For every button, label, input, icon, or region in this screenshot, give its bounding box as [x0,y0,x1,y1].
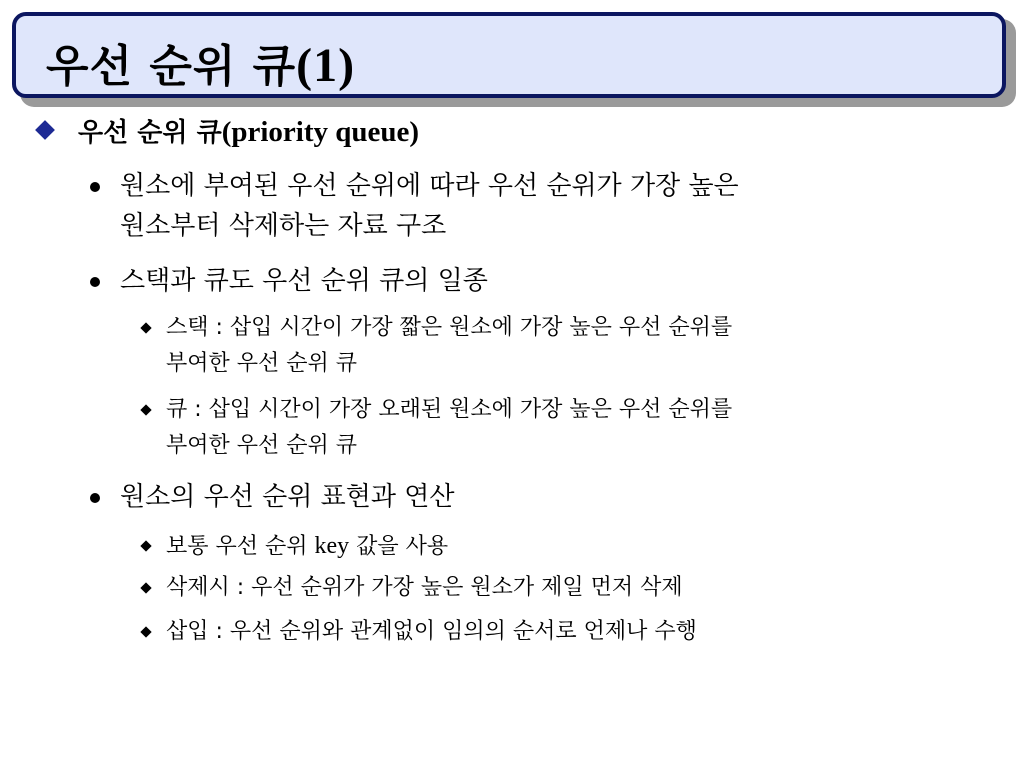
sub-bullet-text-line: 삭제시 : 우선 순위가 가장 높은 원소가 제일 먼저 삭제 [166,575,683,600]
sub-bullet-text-part: 보통 우선 순위 [166,534,315,559]
slide-title-korean: 우선 순위 큐 [46,41,297,92]
title-box [12,12,1006,98]
round-bullet-icon [90,277,100,287]
sub-bullet-text-line: 큐 : 삽입 시간이 가장 오래된 원소에 가장 높은 우선 순위를 [166,397,733,422]
small-diamond-icon [140,540,151,551]
bullet-text-line: 원소의 우선 순위 표현과 연산 [120,482,455,512]
sub-bullet-text-line: 스택 : 삽입 시간이 가장 짧은 원소에 가장 높은 우선 순위를 [166,315,733,340]
sub-bullet-text-part: 값을 사용 [349,534,449,559]
round-bullet-icon [90,182,100,192]
small-diamond-icon [140,582,151,593]
small-diamond-icon [140,626,151,637]
diamond-icon [35,120,55,140]
bullet-text-line: 원소부터 삭제하는 자료 구조 [120,211,447,241]
sub-bullet-text-line: 부여한 우선 순위 큐 [166,433,357,458]
slide-title [46,30,355,94]
slide-title-paren: (1) [296,39,356,92]
sub-bullet-text-line: 삽입 : 우선 순위와 관계없이 임의의 순서로 언제나 수행 [166,619,697,644]
heading-korean: 우선 순위 큐 [78,118,222,148]
sub-bullet-text-line [166,528,448,565]
sub-bullet-text-line: 부여한 우선 순위 큐 [166,351,357,376]
round-bullet-icon [90,493,100,503]
bullet-text-line: 스택과 큐도 우선 순위 큐의 일종 [120,266,488,296]
sub-bullet-latin: key [314,533,350,559]
small-diamond-icon [140,322,151,333]
heading-latin: (priority queue) [221,116,420,148]
bullet-text-line: 원소에 부여된 우선 순위에 따라 우선 순위가 가장 높은 [120,171,739,201]
small-diamond-icon [140,404,151,415]
